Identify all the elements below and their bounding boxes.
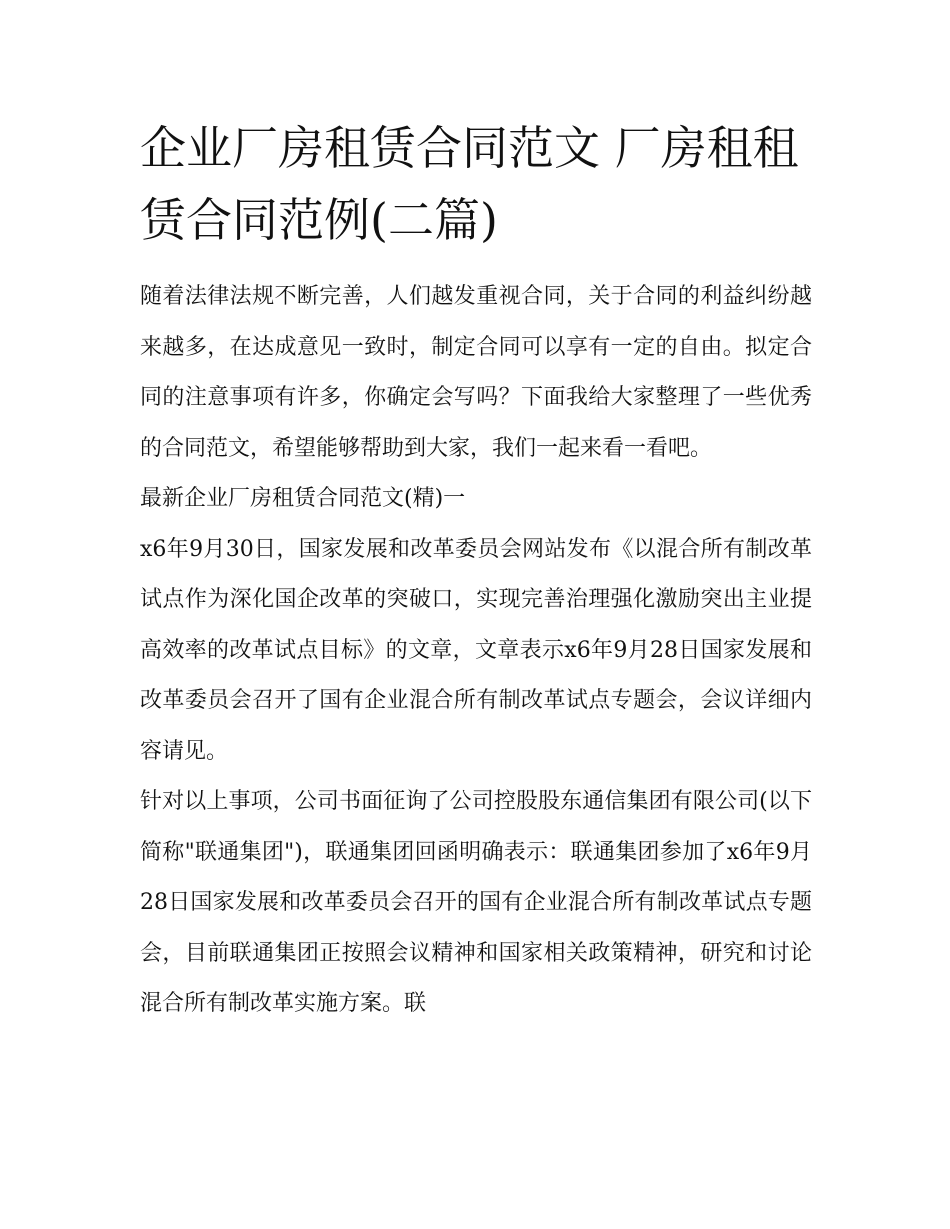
document-title: 企业厂房租赁合同范文 厂房租租赁合同范例(二篇) [140, 121, 799, 247]
document-content [140, 112, 812, 1030]
document-body [140, 272, 812, 1030]
body-paragraph: 针对以上事项，公司书面征询了公司控股股东通信集团有限公司(以下简称"联通集团")，联通集团回函明确表示：联通集团参加了x6年9月28日国家发展和改革委员会召开的国有企业混合所有制改革试点专题会，目前联通集团正按照会议精神和国家相关政策精神，研究和讨论混合所有制改革实施方案。联 [140, 789, 812, 1016]
intro-paragraph: 随着法律法规不断完善，人们越发重视合同，关于合同的利益纠纷越来越多，在达成意见一致时，制定合同可以享有一定的自由。拟定合同的注意事项有许多，你确定会写吗？下面我给大家整理了一些优秀的合同范文，希望能够帮助到大家，我们一起来看一看吧。 [140, 284, 812, 461]
section-heading: 最新企业厂房租赁合同范文(精)一 [140, 486, 466, 511]
body-paragraph: x6年9月30日，国家发展和改革委员会网站发布《以混合所有制改革试点作为深化国企改革的突破口，实现完善治理强化激励突出主业提高效率的改革试点目标》的文章，文章表示x6年9月28日国家发展和改革委员会召开了国有企业混合所有制改革试点专题会，会议详细内容请见。 [140, 536, 812, 764]
